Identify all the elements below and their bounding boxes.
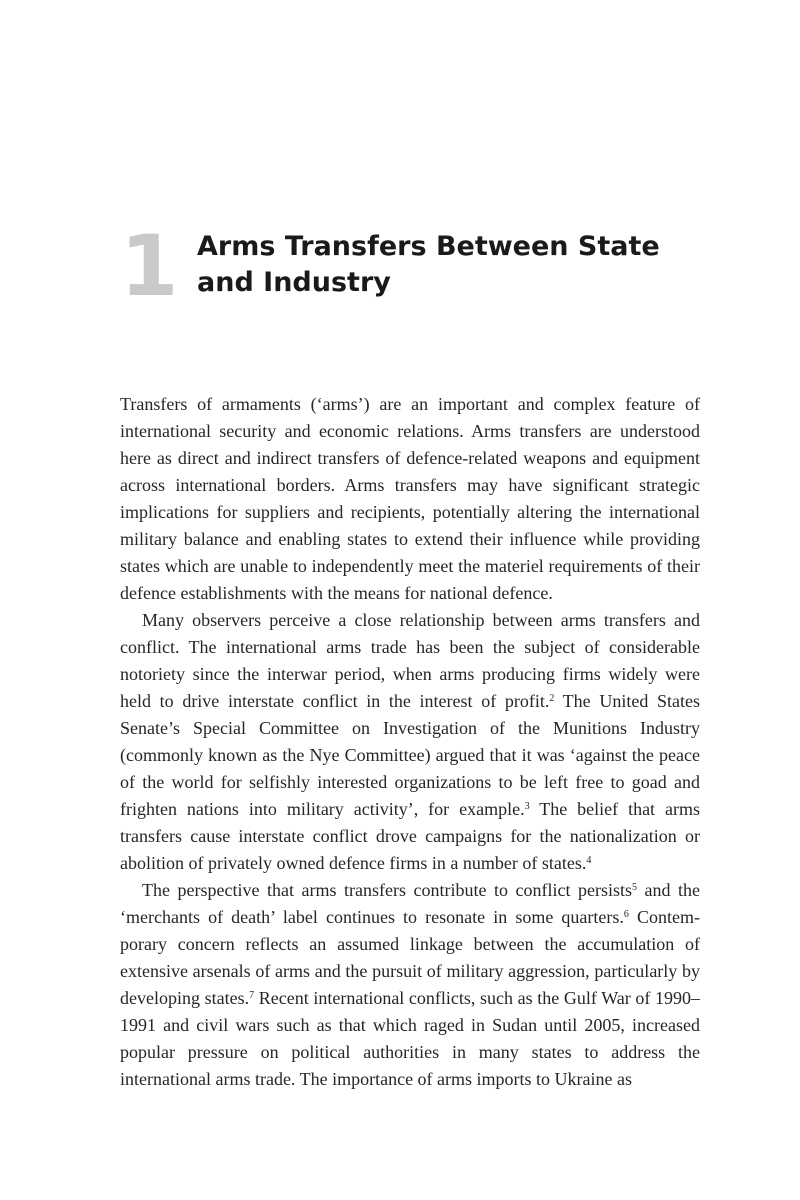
paragraph-text: Transfers of armaments (‘arms’) are an important and complex feature of international security and economic relations. Arms transfers are understood here as direct and indirect transfers of defence-related weapons and equipment across international borders. Arms transfers may have significant strategic implications for suppliers and recipients, potentially altering the international military balance and enabling states to extend their influence while providing states which are unable to independently meet the materiel requirements of their defence establishments with the means for national defence. (120, 394, 700, 603)
paragraph-text: The United States Senate’s Special Committee on Investigation of the Munitions Industry (commonly known as the Nye Committee) argued that it was ‘against the peace of the world for selfishly interested organizations to be left free to goad and frighten nations into military activity’, for example. (120, 691, 700, 819)
footnote-ref: 7 (249, 990, 255, 1001)
paragraph-text: Many observers perceive a close relationship between arms transfers and conflict. The international arms trade has been the subject of considerable notoriety since the interwar period, when arms producing firms widely were held to drive interstate conflict in the interest of profit. (120, 610, 700, 711)
footnote-ref: 3 (524, 801, 530, 812)
paragraph-text: The perspective that arms transfers contribute to conflict persists (142, 880, 632, 900)
paragraph-text: Contem-porary concern reflects an assumed linkage between the accumulation of extensive arsenals of arms and the pursuit of military aggression, particularly by developing states. (120, 907, 700, 1008)
paragraph-1 (120, 391, 700, 607)
paragraph-text: The belief that arms transfers cause interstate conflict drove campaigns for the nationalization or abolition of privately owned defence firms in a number of states. (120, 799, 700, 873)
body-text (120, 391, 700, 1093)
paragraph-3 (120, 877, 700, 1093)
paragraph-text: Recent international conflicts, such as the Gulf War of 1990–1991 and civil wars such as that which raged in Sudan until 2005, increased popular pressure on political authorities in many states to address the international arms trade. The importance of arms imports to Ukraine as (120, 988, 700, 1089)
footnote-ref: 4 (586, 855, 592, 866)
paragraph-2 (120, 607, 700, 877)
chapter-title: Arms Transfers Between State and Industry (197, 231, 660, 298)
paragraph-text: and the ‘merchants of death’ label continues to resonate in some quarters. (120, 880, 700, 927)
chapter-number: 1 (120, 217, 179, 315)
footnote-ref: 2 (549, 693, 555, 704)
footnote-ref: 5 (631, 882, 637, 893)
footnote-ref: 6 (623, 909, 629, 920)
